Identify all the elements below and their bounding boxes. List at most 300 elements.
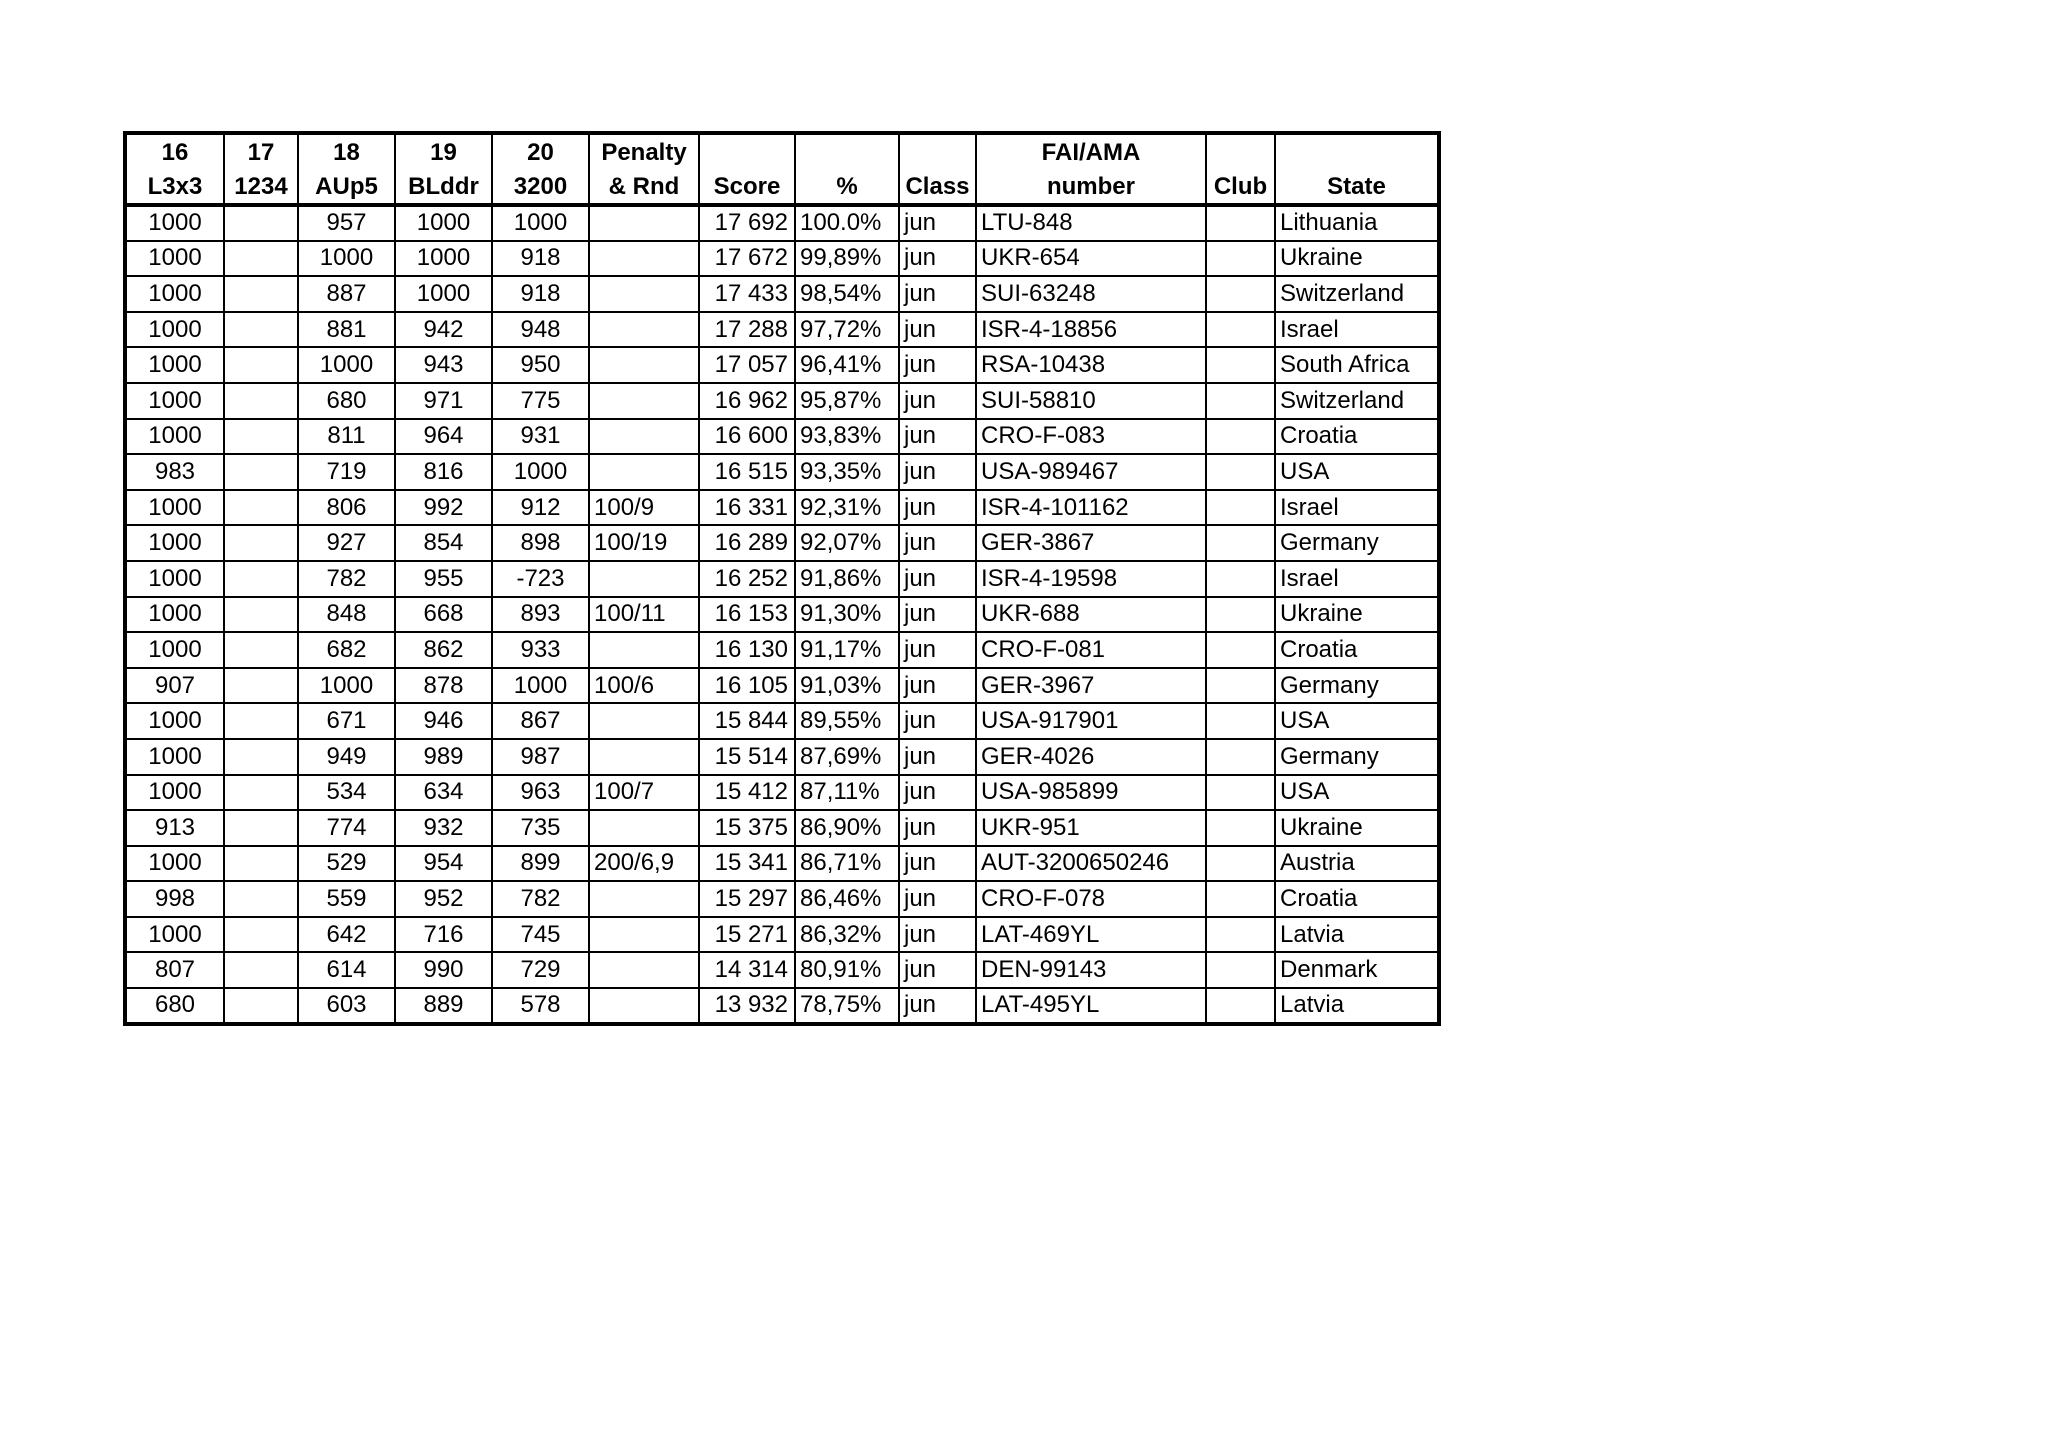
col-class-cell: jun	[899, 668, 976, 704]
col-penalty-cell	[589, 241, 699, 277]
col-1234-cell	[224, 561, 298, 597]
col-blddr-cell: 878	[395, 668, 492, 704]
col-1234-cell	[224, 383, 298, 419]
col-score-cell: 17 288	[699, 312, 795, 348]
col-l3x3-cell: 1000	[125, 632, 224, 668]
col-l3x3-cell: 913	[125, 810, 224, 846]
table-row	[125, 632, 1439, 668]
col-score-cell: 15 412	[699, 775, 795, 811]
col-3200-cell: 950	[492, 347, 589, 383]
col-penalty-cell	[589, 917, 699, 953]
column-header-line1: 17	[247, 139, 275, 166]
col-aup5-cell: 848	[298, 597, 395, 633]
col-fai-number-cell: ISR-4-19598	[976, 561, 1206, 597]
col-class-cell: jun	[899, 525, 976, 561]
col-percent-cell: 93,83%	[795, 419, 899, 455]
col-3200-cell: 1000	[492, 668, 589, 704]
col-1234-cell	[224, 739, 298, 775]
col-fai-number-cell: USA-989467	[976, 454, 1206, 490]
col-club-cell	[1206, 952, 1275, 988]
col-score-cell: 16 331	[699, 490, 795, 526]
column-header-line2: %	[836, 173, 858, 200]
col-l3x3-cell: 1000	[125, 347, 224, 383]
col-score-cell: 16 515	[699, 454, 795, 490]
column-header-line2: L3x3	[147, 173, 203, 200]
col-1234-cell	[224, 810, 298, 846]
col-1234-cell	[224, 525, 298, 561]
col-blddr-cell: 971	[395, 383, 492, 419]
col-club-cell	[1206, 739, 1275, 775]
table-row	[125, 525, 1439, 561]
column-header-line1	[900, 141, 975, 165]
col-fai-number-cell: UKR-688	[976, 597, 1206, 633]
col-class-cell: jun	[899, 312, 976, 348]
column-header-line2: & Rnd	[608, 173, 680, 200]
col-1234-cell	[224, 454, 298, 490]
col-l3x3-cell: 1000	[125, 276, 224, 312]
col-percent-cell: 91,03%	[795, 668, 899, 704]
col-penalty-cell	[589, 561, 699, 597]
col-3200-cell: 578	[492, 988, 589, 1024]
table-row	[125, 952, 1439, 988]
col-class-cell: jun	[899, 454, 976, 490]
col-penalty-cell	[589, 988, 699, 1024]
col-percent-cell: 87,11%	[795, 775, 899, 811]
results-table	[123, 131, 1441, 1026]
column-header-penalty	[589, 133, 699, 205]
col-penalty-cell: 100/9	[589, 490, 699, 526]
col-score-cell: 15 297	[699, 881, 795, 917]
col-l3x3-cell: 1000	[125, 490, 224, 526]
col-aup5-cell: 671	[298, 703, 395, 739]
col-class-cell: jun	[899, 632, 976, 668]
col-l3x3-cell: 807	[125, 952, 224, 988]
table-row	[125, 205, 1439, 241]
col-blddr-cell: 932	[395, 810, 492, 846]
col-class-cell: jun	[899, 917, 976, 953]
col-aup5-cell: 1000	[298, 668, 395, 704]
col-1234-cell	[224, 775, 298, 811]
col-class-cell: jun	[899, 419, 976, 455]
col-state-cell: Austria	[1275, 846, 1439, 882]
col-score-cell: 15 375	[699, 810, 795, 846]
col-club-cell	[1206, 205, 1275, 241]
col-club-cell	[1206, 846, 1275, 882]
col-class-cell: jun	[899, 775, 976, 811]
col-1234-cell	[224, 846, 298, 882]
col-percent-cell: 92,31%	[795, 490, 899, 526]
col-3200-cell: 948	[492, 312, 589, 348]
column-header-line2: number	[1046, 173, 1135, 200]
col-class-cell: jun	[899, 561, 976, 597]
table-row	[125, 810, 1439, 846]
col-state-cell: Switzerland	[1275, 276, 1439, 312]
col-blddr-cell: 990	[395, 952, 492, 988]
col-state-cell: Croatia	[1275, 881, 1439, 917]
col-3200-cell: 918	[492, 276, 589, 312]
col-club-cell	[1206, 490, 1275, 526]
col-state-cell: Israel	[1275, 561, 1439, 597]
col-club-cell	[1206, 312, 1275, 348]
col-penalty-cell	[589, 276, 699, 312]
col-percent-cell: 93,35%	[795, 454, 899, 490]
col-1234-cell	[224, 276, 298, 312]
col-aup5-cell: 1000	[298, 241, 395, 277]
col-aup5-cell: 887	[298, 276, 395, 312]
col-fai-number-cell: CRO-F-083	[976, 419, 1206, 455]
col-percent-cell: 91,17%	[795, 632, 899, 668]
table-row	[125, 276, 1439, 312]
col-percent-cell: 91,30%	[795, 597, 899, 633]
column-header-percent	[795, 133, 899, 205]
col-blddr-cell: 816	[395, 454, 492, 490]
col-blddr-cell: 716	[395, 917, 492, 953]
column-header-line1	[796, 141, 898, 165]
col-aup5-cell: 682	[298, 632, 395, 668]
col-score-cell: 15 341	[699, 846, 795, 882]
col-fai-number-cell: GER-3967	[976, 668, 1206, 704]
col-3200-cell: 898	[492, 525, 589, 561]
col-percent-cell: 97,72%	[795, 312, 899, 348]
col-blddr-cell: 668	[395, 597, 492, 633]
col-club-cell	[1206, 810, 1275, 846]
column-header-1234	[224, 133, 298, 205]
col-1234-cell	[224, 632, 298, 668]
col-1234-cell	[224, 917, 298, 953]
col-1234-cell	[224, 952, 298, 988]
col-1234-cell	[224, 988, 298, 1024]
col-1234-cell	[224, 347, 298, 383]
col-l3x3-cell: 1000	[125, 917, 224, 953]
col-l3x3-cell: 1000	[125, 241, 224, 277]
col-aup5-cell: 603	[298, 988, 395, 1024]
col-club-cell	[1206, 988, 1275, 1024]
column-header-score	[699, 133, 795, 205]
col-aup5-cell: 534	[298, 775, 395, 811]
table-row	[125, 597, 1439, 633]
col-3200-cell: 729	[492, 952, 589, 988]
col-1234-cell	[224, 312, 298, 348]
col-3200-cell: 735	[492, 810, 589, 846]
column-header-line1: 16	[161, 139, 189, 166]
col-club-cell	[1206, 703, 1275, 739]
col-club-cell	[1206, 276, 1275, 312]
col-club-cell	[1206, 347, 1275, 383]
col-penalty-cell	[589, 347, 699, 383]
col-percent-cell: 86,46%	[795, 881, 899, 917]
col-blddr-cell: 1000	[395, 276, 492, 312]
table-body	[125, 205, 1439, 1024]
col-l3x3-cell: 1000	[125, 846, 224, 882]
col-score-cell: 14 314	[699, 952, 795, 988]
col-percent-cell: 99,89%	[795, 241, 899, 277]
col-l3x3-cell: 907	[125, 668, 224, 704]
col-percent-cell: 98,54%	[795, 276, 899, 312]
col-fai-number-cell: GER-3867	[976, 525, 1206, 561]
col-fai-number-cell: USA-917901	[976, 703, 1206, 739]
col-penalty-cell: 200/6,9	[589, 846, 699, 882]
col-percent-cell: 92,07%	[795, 525, 899, 561]
col-score-cell: 17 433	[699, 276, 795, 312]
col-aup5-cell: 881	[298, 312, 395, 348]
col-fai-number-cell: UKR-654	[976, 241, 1206, 277]
col-penalty-cell	[589, 703, 699, 739]
col-l3x3-cell: 680	[125, 988, 224, 1024]
column-header-line2: State	[1327, 173, 1386, 200]
col-1234-cell	[224, 490, 298, 526]
col-l3x3-cell: 1000	[125, 312, 224, 348]
col-aup5-cell: 559	[298, 881, 395, 917]
col-penalty-cell: 100/19	[589, 525, 699, 561]
col-l3x3-cell: 1000	[125, 525, 224, 561]
col-score-cell: 16 600	[699, 419, 795, 455]
col-class-cell: jun	[899, 597, 976, 633]
col-state-cell: Germany	[1275, 739, 1439, 775]
col-penalty-cell: 100/7	[589, 775, 699, 811]
col-penalty-cell	[589, 383, 699, 419]
column-header-line1: 20	[527, 139, 554, 166]
col-blddr-cell: 1000	[395, 241, 492, 277]
col-penalty-cell	[589, 881, 699, 917]
col-l3x3-cell: 998	[125, 881, 224, 917]
table-row	[125, 703, 1439, 739]
col-score-cell: 15 271	[699, 917, 795, 953]
table-header	[125, 133, 1439, 205]
column-header-line1	[1207, 141, 1274, 165]
column-header-fai-number	[976, 133, 1206, 205]
col-class-cell: jun	[899, 988, 976, 1024]
col-class-cell: jun	[899, 347, 976, 383]
column-header-line1	[1276, 141, 1437, 165]
col-l3x3-cell: 1000	[125, 775, 224, 811]
col-3200-cell: 931	[492, 419, 589, 455]
col-percent-cell: 96,41%	[795, 347, 899, 383]
col-score-cell: 16 252	[699, 561, 795, 597]
column-header-line2: BLddr	[408, 173, 479, 200]
col-penalty-cell	[589, 810, 699, 846]
column-header-3200	[492, 133, 589, 205]
col-percent-cell: 86,32%	[795, 917, 899, 953]
col-score-cell: 16 130	[699, 632, 795, 668]
col-blddr-cell: 889	[395, 988, 492, 1024]
col-state-cell: USA	[1275, 454, 1439, 490]
col-3200-cell: 775	[492, 383, 589, 419]
col-3200-cell: 867	[492, 703, 589, 739]
col-club-cell	[1206, 597, 1275, 633]
col-fai-number-cell: LTU-848	[976, 205, 1206, 241]
col-club-cell	[1206, 668, 1275, 704]
col-percent-cell: 78,75%	[795, 988, 899, 1024]
col-blddr-cell: 862	[395, 632, 492, 668]
col-score-cell: 15 514	[699, 739, 795, 775]
column-header-class	[899, 133, 976, 205]
col-percent-cell: 87,69%	[795, 739, 899, 775]
table-row	[125, 917, 1439, 953]
column-header-line2: Class	[905, 173, 970, 200]
col-state-cell: Denmark	[1275, 952, 1439, 988]
table-row	[125, 312, 1439, 348]
col-aup5-cell: 811	[298, 419, 395, 455]
table-row	[125, 988, 1439, 1024]
col-score-cell: 15 844	[699, 703, 795, 739]
col-score-cell: 17 672	[699, 241, 795, 277]
col-state-cell: Germany	[1275, 668, 1439, 704]
col-3200-cell: 912	[492, 490, 589, 526]
col-state-cell: Croatia	[1275, 632, 1439, 668]
col-aup5-cell: 642	[298, 917, 395, 953]
col-percent-cell: 89,55%	[795, 703, 899, 739]
col-penalty-cell	[589, 632, 699, 668]
col-fai-number-cell: LAT-495YL	[976, 988, 1206, 1024]
col-club-cell	[1206, 775, 1275, 811]
col-aup5-cell: 1000	[298, 347, 395, 383]
col-class-cell: jun	[899, 241, 976, 277]
col-state-cell: South Africa	[1275, 347, 1439, 383]
col-club-cell	[1206, 881, 1275, 917]
col-3200-cell: 1000	[492, 205, 589, 241]
table-row	[125, 490, 1439, 526]
column-header-aup5	[298, 133, 395, 205]
col-state-cell: Israel	[1275, 490, 1439, 526]
table-row	[125, 241, 1439, 277]
col-score-cell: 13 932	[699, 988, 795, 1024]
col-aup5-cell: 680	[298, 383, 395, 419]
col-blddr-cell: 954	[395, 846, 492, 882]
col-state-cell: Germany	[1275, 525, 1439, 561]
col-l3x3-cell: 1000	[125, 419, 224, 455]
col-percent-cell: 80,91%	[795, 952, 899, 988]
table-row	[125, 881, 1439, 917]
column-header-line1: 19	[430, 139, 457, 166]
col-l3x3-cell: 1000	[125, 205, 224, 241]
col-3200-cell: 933	[492, 632, 589, 668]
col-fai-number-cell: CRO-F-078	[976, 881, 1206, 917]
col-fai-number-cell: ISR-4-101162	[976, 490, 1206, 526]
col-class-cell: jun	[899, 205, 976, 241]
col-percent-cell: 95,87%	[795, 383, 899, 419]
column-header-line2: 1234	[234, 173, 288, 200]
col-class-cell: jun	[899, 810, 976, 846]
col-fai-number-cell: SUI-63248	[976, 276, 1206, 312]
column-header-line1: 18	[333, 139, 360, 166]
col-blddr-cell: 943	[395, 347, 492, 383]
col-1234-cell	[224, 703, 298, 739]
col-state-cell: Ukraine	[1275, 241, 1439, 277]
col-aup5-cell: 949	[298, 739, 395, 775]
col-l3x3-cell: 1000	[125, 597, 224, 633]
col-penalty-cell	[589, 419, 699, 455]
col-aup5-cell: 719	[298, 454, 395, 490]
col-class-cell: jun	[899, 881, 976, 917]
col-aup5-cell: 782	[298, 561, 395, 597]
col-fai-number-cell: AUT-3200650246	[976, 846, 1206, 882]
col-blddr-cell: 942	[395, 312, 492, 348]
column-header-line1	[700, 141, 794, 165]
col-class-cell: jun	[899, 383, 976, 419]
col-blddr-cell: 634	[395, 775, 492, 811]
col-blddr-cell: 1000	[395, 205, 492, 241]
col-fai-number-cell: USA-985899	[976, 775, 1206, 811]
header-row	[125, 133, 1439, 205]
col-1234-cell	[224, 597, 298, 633]
table-row	[125, 668, 1439, 704]
col-3200-cell: 745	[492, 917, 589, 953]
col-3200-cell: 782	[492, 881, 589, 917]
column-header-line2: Score	[713, 173, 781, 200]
table-row	[125, 739, 1439, 775]
col-3200-cell: -723	[492, 561, 589, 597]
col-3200-cell: 893	[492, 597, 589, 633]
col-blddr-cell: 989	[395, 739, 492, 775]
col-percent-cell: 86,90%	[795, 810, 899, 846]
col-class-cell: jun	[899, 739, 976, 775]
col-class-cell: jun	[899, 276, 976, 312]
col-penalty-cell: 100/11	[589, 597, 699, 633]
col-score-cell: 17 057	[699, 347, 795, 383]
col-aup5-cell: 774	[298, 810, 395, 846]
col-fai-number-cell: GER-4026	[976, 739, 1206, 775]
col-l3x3-cell: 1000	[125, 383, 224, 419]
col-l3x3-cell: 1000	[125, 739, 224, 775]
col-state-cell: Latvia	[1275, 917, 1439, 953]
col-3200-cell: 1000	[492, 454, 589, 490]
col-club-cell	[1206, 561, 1275, 597]
table-row	[125, 561, 1439, 597]
table-row	[125, 775, 1439, 811]
col-penalty-cell	[589, 312, 699, 348]
col-1234-cell	[224, 881, 298, 917]
table-row	[125, 846, 1439, 882]
col-l3x3-cell: 1000	[125, 561, 224, 597]
col-fai-number-cell: SUI-58810	[976, 383, 1206, 419]
column-header-l3x3	[125, 133, 224, 205]
col-club-cell	[1206, 632, 1275, 668]
col-state-cell: Israel	[1275, 312, 1439, 348]
col-blddr-cell: 992	[395, 490, 492, 526]
col-blddr-cell: 946	[395, 703, 492, 739]
table-row	[125, 383, 1439, 419]
col-blddr-cell: 964	[395, 419, 492, 455]
col-penalty-cell	[589, 952, 699, 988]
col-aup5-cell: 957	[298, 205, 395, 241]
col-aup5-cell: 806	[298, 490, 395, 526]
col-state-cell: Ukraine	[1275, 810, 1439, 846]
col-fai-number-cell: DEN-99143	[976, 952, 1206, 988]
col-state-cell: Latvia	[1275, 988, 1439, 1024]
col-club-cell	[1206, 383, 1275, 419]
column-header-line1: Penalty	[601, 139, 687, 166]
col-penalty-cell	[589, 454, 699, 490]
col-score-cell: 16 153	[699, 597, 795, 633]
col-penalty-cell	[589, 739, 699, 775]
col-penalty-cell	[589, 205, 699, 241]
column-header-blddr	[395, 133, 492, 205]
column-header-club	[1206, 133, 1275, 205]
column-header-line1: FAI/AMA	[1041, 139, 1141, 166]
col-score-cell: 16 289	[699, 525, 795, 561]
column-header-state	[1275, 133, 1439, 205]
col-3200-cell: 918	[492, 241, 589, 277]
col-3200-cell: 899	[492, 846, 589, 882]
col-club-cell	[1206, 525, 1275, 561]
col-club-cell	[1206, 454, 1275, 490]
col-3200-cell: 987	[492, 739, 589, 775]
col-percent-cell: 86,71%	[795, 846, 899, 882]
col-percent-cell: 100.0%	[795, 205, 899, 241]
col-fai-number-cell: UKR-951	[976, 810, 1206, 846]
col-club-cell	[1206, 917, 1275, 953]
col-state-cell: Lithuania	[1275, 205, 1439, 241]
